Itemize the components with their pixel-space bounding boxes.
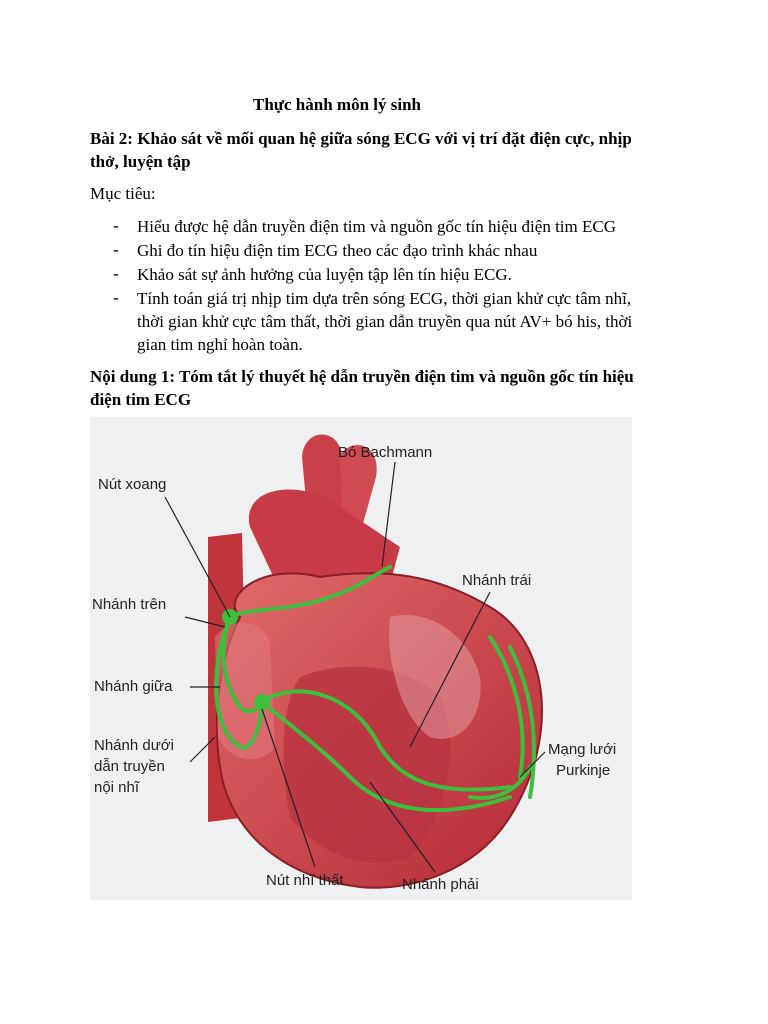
label-av-node: Nút nhĩ thất	[266, 872, 344, 889]
bullet-dash: -	[113, 264, 119, 283]
lesson-heading-line1: Bài 2: Khảo sát về mối quan hệ giữa sóng ECG với vị trí đặt điện cực, nhịp	[90, 129, 632, 148]
av-node-marker	[254, 694, 270, 710]
objective-item-3: Khảo sát sự ảnh hưởng của luyện tập lên tín hiệu ECG.	[137, 265, 512, 284]
objective-item-4-line3: gian tim nghỉ hoàn toàn.	[137, 335, 303, 354]
page-title: Thực hành môn lý sinh	[253, 95, 421, 114]
objective-item-4: Tính toán giá trị nhịp tim dựa trên sóng ECG, thời gian khử cực tâm nhĩ,	[137, 289, 632, 308]
label-lower-branch-1: Nhánh dưới	[94, 737, 174, 754]
label-bachmann: Bó Bachmann	[338, 444, 433, 461]
objective-item-1: Hiểu được hệ dẫn truyền điện tim và nguồn gốc tín hiệu điện tim ECG	[137, 217, 616, 236]
objective-item-4-line2: thời gian khử cực tâm thất, thời gian dẫn truyền qua nút AV+ bó his, thời	[137, 312, 633, 331]
bullet-dash: -	[113, 216, 119, 235]
section-heading-line2: điện tim ECG	[90, 390, 192, 409]
label-lower-branch-2: dẫn truyền	[94, 758, 165, 775]
objectives-label: Mục tiêu:	[90, 184, 156, 203]
bullet-dash: -	[113, 240, 119, 259]
label-purkinje-1: Mạng lưới	[548, 741, 617, 758]
label-middle-branch: Nhánh giữa	[94, 678, 173, 695]
objective-item-2: Ghi đo tín hiệu điện tim ECG theo các đạo trình khác nhau	[137, 241, 538, 260]
label-right-branch: Nhánh phải	[402, 876, 479, 893]
label-lower-branch-3: nội nhĩ	[94, 779, 140, 796]
section-heading-line1: Nội dung 1: Tóm tắt lý thuyết hệ dẫn truyền điện tim và nguồn gốc tín hiệu	[90, 367, 634, 386]
heart-conduction-diagram	[90, 417, 632, 900]
label-upper-branch: Nhánh trên	[92, 596, 167, 613]
label-left-branch: Nhánh trái	[462, 572, 532, 589]
bullet-dash: -	[113, 288, 119, 307]
label-purkinje-2: Purkinje	[556, 762, 611, 779]
lesson-heading-line2: thở, luyện tập	[90, 152, 191, 171]
label-sa-node: Nút xoang	[98, 476, 167, 493]
